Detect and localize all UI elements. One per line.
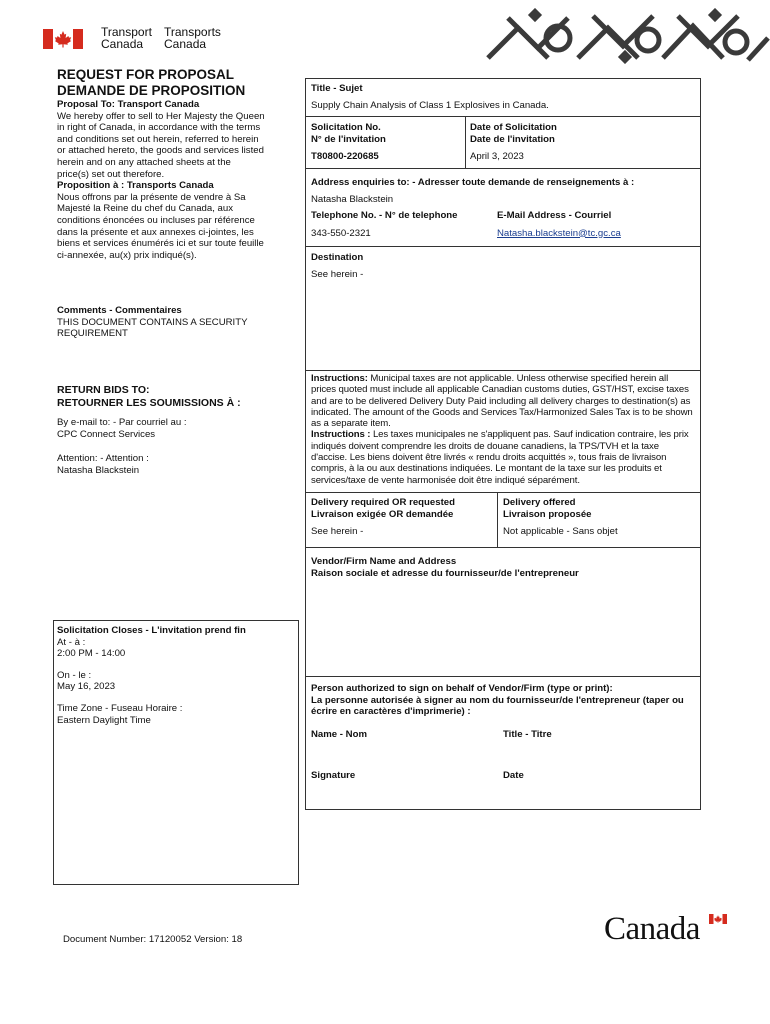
vendor-label-en: Vendor/Firm Name and Address (311, 556, 457, 567)
delivery-req-en: Delivery required OR requested (311, 497, 455, 508)
address-name: Natasha Blackstein (311, 193, 394, 205)
delivery-req-fr: Livraison exigée OR demandée (311, 508, 454, 520)
instructions-fr-label: Instructions : (311, 429, 371, 441)
instructions-en-label: Instructions: (311, 373, 368, 384)
sol-no-value: T80800-220685 (311, 151, 379, 163)
phone-cell (311, 210, 458, 239)
comments-block (57, 305, 297, 340)
sol-no-label-fr: N° de l'invitation (311, 133, 386, 145)
person-label-en: Person authorized to sign on behalf of Vendor/Firm (type or print): (311, 683, 613, 694)
delivery-off-value: Not applicable - Sans objet (503, 526, 618, 538)
dept-fr-line1: Transports (164, 25, 221, 39)
solicitation-date-cell (470, 122, 557, 163)
closes-on-value: May 16, 2023 (57, 681, 116, 693)
instructions-fr-text: Les taxes municipales ne s'appliquent pas. Sauf indication contraire, les prix indiqués doivent comprendre les droits de douane canadiens, la TPS/TVH et la taxe d'accise. Les biens doivent être livrés « rendu droits acquittés », tous frais de livraison compris, à la ou aux destinations indiquées. Le montant de la taxe sur les produits et services/taxe de vente harmonisée doit être indiqué séparément. (311, 429, 689, 486)
title-value: Supply Chain Analysis of Class 1 Explosives in Canada. (311, 99, 549, 111)
closes-content (57, 625, 295, 726)
canada-wordmark (604, 910, 729, 948)
date2-label: Date (503, 770, 524, 781)
delivery-required-cell (311, 497, 455, 538)
attention-label: Attention: - Attention : (57, 453, 149, 464)
delivery-offered-cell (503, 497, 618, 538)
dept-fr-line2: Canada (164, 37, 207, 51)
return-email-block (57, 417, 187, 440)
address-label: Address enquiries to: - Adresser toute demande de renseignements à : (311, 177, 635, 188)
return-bids-label (57, 384, 241, 410)
title2-label: Title - Titre (503, 729, 552, 740)
sol-no-label-en: Solicitation No. (311, 122, 381, 133)
dept-name-en (101, 26, 152, 50)
comments-text: THIS DOCUMENT CONTAINS A SECURITY REQUIREMENT (57, 316, 248, 340)
offer-block (57, 99, 297, 261)
timezone-value: Eastern Daylight Time (57, 714, 151, 726)
instructions-en (311, 373, 693, 429)
proposal-to-en: Proposal To: Transport Canada (57, 99, 200, 110)
instructions-en-text: Municipal taxes are not applicable. Unless otherwise specified herein all prices quoted must include all applicable Canadian customs duties, GST/HST, excise taxes and are to be delivered Delivery Duty Paid including all delivery charges to destination(s) as indicated. The amount of the Goods and Services Tax/Harmonized Sales Tax is to be shown as a separate item. (311, 373, 693, 430)
comments-label: Comments - Commentaires (57, 305, 182, 316)
dept-en-line1: Transport (101, 25, 152, 39)
authorized-person-section (311, 683, 695, 718)
wordmark-flag-icon (709, 914, 727, 924)
dept-en-line2: Canada (101, 37, 144, 51)
closes-label: Solicitation Closes - L'invitation prend fin (57, 625, 246, 636)
email-link[interactable]: Natasha.blackstein@tc.gc.ca (497, 227, 621, 239)
canada-flag-icon (43, 29, 83, 49)
email-to-label: By e-mail to: - Par courriel au : (57, 417, 187, 428)
person-label-fr: La personne autorisée à signer au nom du fournisseur/de l'entrepreneur (taper ou écrire en caractères d'imprimerie) : (311, 694, 684, 718)
delivery-req-value: See herein - (311, 526, 364, 538)
email-cell (497, 210, 621, 239)
instructions-section (311, 373, 693, 486)
delivery-off-en: Delivery offered (503, 497, 576, 508)
vendor-section (311, 556, 696, 579)
closes-at-value: 2:00 PM - 14:00 (57, 648, 126, 660)
solicitation-closes-box (53, 620, 299, 885)
email-service: CPC Connect Services (57, 428, 156, 440)
timezone-label: Time Zone - Fuseau Horaire : (57, 702, 183, 714)
title-label: Title - Sujet (311, 83, 363, 94)
dept-name-fr (164, 26, 221, 50)
decorative-pattern-icon (478, 8, 770, 64)
instructions-fr (311, 429, 693, 485)
proposal-to-fr: Proposition à : Transports Canada (57, 180, 214, 192)
attention-name: Natasha Blackstein (57, 464, 140, 476)
return-bids-en: RETURN BIDS TO: (57, 384, 150, 396)
phone-label: Telephone No. - N° de telephone (311, 210, 458, 221)
solicitation-number-cell (311, 122, 386, 163)
canada-wordmark-text: Canada (604, 911, 700, 947)
vendor-label-fr: Raison sociale et adresse du fournisseur/de l'entrepreneur (311, 567, 579, 579)
title-section (311, 83, 696, 111)
destination-section (311, 252, 363, 280)
name-label: Name - Nom (311, 729, 367, 740)
return-bids-fr: RETOURNER LES SOUMISSIONS À : (57, 397, 241, 409)
closes-at-label: At - à : (57, 636, 86, 648)
date-label-fr: Date de l'invitation (470, 133, 555, 145)
title-fr: DEMANDE DE PROPOSITION (57, 83, 246, 98)
destination-value: See herein - (311, 268, 364, 280)
destination-label: Destination (311, 252, 364, 263)
date-label-en: Date of Solicitation (470, 122, 557, 133)
delivery-off-fr: Livraison proposée (503, 508, 592, 520)
signature-label: Signature (311, 770, 356, 781)
title-en: REQUEST FOR PROPOSAL (57, 67, 235, 82)
phone-value: 343-550-2321 (311, 227, 371, 239)
address-enquiries (311, 177, 696, 205)
offer-text-en: We hereby offer to sell to Her Majesty the Queen in right of Canada, in accordance with the terms and conditions set out herein, referred to herein or attached hereto, the goods and services listed herein and on any attached sheets at the price(s) set out therefore. (57, 110, 265, 180)
attention-block (57, 453, 149, 476)
closes-on-label: On - le : (57, 669, 92, 681)
date-value: April 3, 2023 (470, 151, 524, 163)
email-label: E-Mail Address - Courriel (497, 210, 612, 221)
page-title (57, 67, 245, 99)
document-number: Document Number: 17120052 Version: 18 (63, 934, 243, 945)
offer-text-fr: Nous offrons par la présente de vendre à Sa Majesté la Reine du chef du Canada, aux conditions énoncées ou incluses par référence dans la présente et aux annexes ci-jointes, les biens et services énumérés ici et sur toute feuille ci-annexée, au(x) prix indiqué(s). (57, 191, 264, 261)
